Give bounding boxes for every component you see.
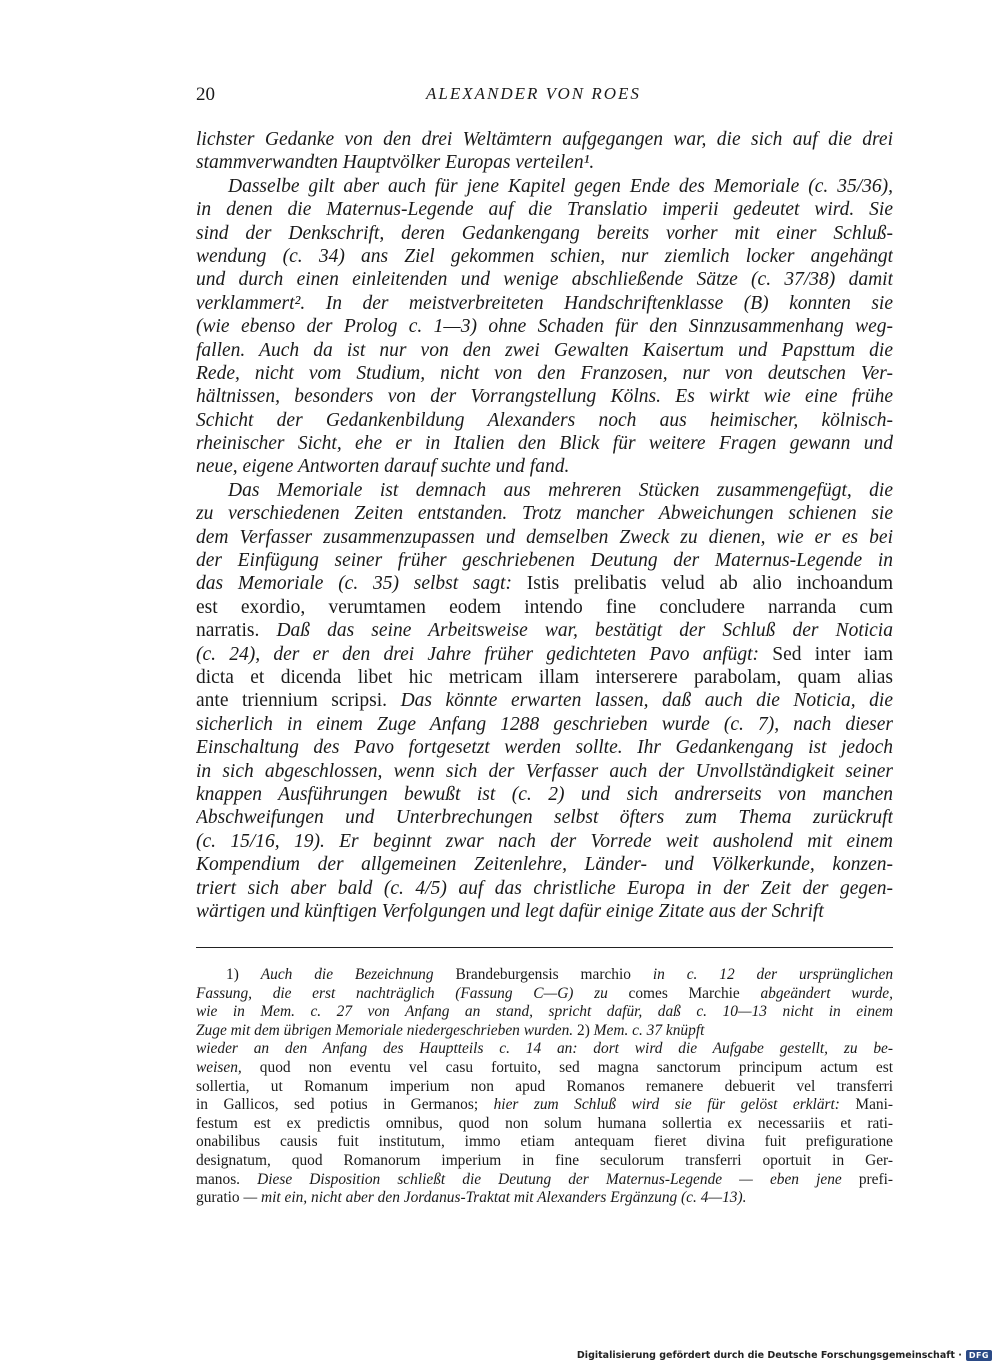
text-line [196,666,893,689]
text-segment: sicherlich in einem Zuge Anfang 1288 geschrieben wurde (c. 7), nach dieser [196,713,893,735]
text-segment: neue, eigene Antworten darauf suchte und fand. [196,456,570,478]
text-line [196,455,893,478]
body-text [196,128,893,923]
text-line [196,479,893,502]
footnote-line [196,985,893,1004]
text-segment: sollertia, ut Romanum imperium non apud Romanos remanere debuerit vel transferri [196,1077,893,1095]
dfg-logo: DFG [966,1350,992,1361]
text-line [196,736,893,759]
text-line [196,689,893,712]
text-segment: (wie ebenso der Prolog c. 1—3) ohne Schaden für den Sinnzusammenhang weg- [196,316,893,338]
text-line [196,643,893,666]
text-segment: (c. 15/16, 19). Er beginnt zwar nach der Vorrede weit ausholend mit einem [196,830,893,852]
text-segment: Mem. c. 37 knüpft [593,1021,705,1039]
text-segment: lichster Gedanke von den drei Weltämtern aufgegangen war, die sich auf die drei [196,129,893,150]
text-segment: der Einfügung seiner früher geschriebenen Deutung der Maternus-Legende in [196,550,893,572]
text-segment: fallen. Auch da ist nur von den zwei Gewalten Kaisertum und Papsttum die [196,339,893,361]
text-line [196,572,893,595]
text-line [196,292,893,315]
text-segment: Kompendium der allgemeinen Zeitenlehre, Länder- und Völkerkunde, konzen- [196,854,893,876]
footnote-line [196,1096,893,1115]
text-segment: dicta et dicenda libet hic metricam illam interserere parabolam, quam alias [196,666,893,688]
text-segment: Daß das seine Arbeitsweise war, bestätigt der Schluß der Noticia [276,620,893,642]
text-line [196,222,893,245]
text-segment: manos. [196,1170,258,1188]
text-segment: rheinischer Sicht, ehe er in Italien den Blick für weitere Fragen gewann und [196,433,893,455]
footnote-line [196,1059,893,1078]
text-segment: und durch einen einleitenden und wenige abschließende Sätze (c. 37/38) damit [196,269,893,291]
digitization-credit [577,1347,992,1363]
text-segment: in Gallicos, sed potius in Germanos; [196,1096,494,1114]
credit-text: Digitalisierung gefördert durch die Deutsche Forschungsgemeinschaft · [576,1349,962,1361]
footnote-line [196,1115,893,1134]
text-segment: 1) [226,966,261,983]
text-segment: Istis prelibatis velud ab alio inchoandum [526,573,893,595]
text-segment: abgeändert wurde, [760,984,893,1002]
text-segment: Mani- [855,1096,893,1114]
text-line [196,713,893,736]
text-line [196,783,893,806]
text-segment: sind der Denkschrift, deren Gedankengang bereits vorher mit einer Schluß- [196,222,893,244]
text-line [196,128,893,151]
text-line [196,853,893,876]
text-segment: Das Memoriale ist demnach aus mehreren Stücken zusammengefügt, die [228,479,893,501]
text-line [196,385,893,408]
text-line [196,362,893,385]
text-segment: Schicht der Gedankenbildung Alexanders noch aus heimischer, kölnisch- [196,409,893,431]
text-line [196,198,893,221]
footnotes [196,966,893,1208]
text-segment: wendung (c. 34) ans Ziel gekommen schien, nur ziemlich locker angehängt [196,245,893,267]
text-line [196,339,893,362]
text-segment: festum est ex predictis omnibus, quod non solum humana sollertia ex necessariis et rati- [196,1114,893,1132]
text-segment: verklammert². In der meistverbreiteten Handschriftenklasse (B) konnten sie [196,292,893,314]
text-line [196,830,893,853]
footnote-line [196,966,893,985]
text-line [196,432,893,455]
text-segment: Das könnte erwarten lassen, daß auch die Noticia, die [400,690,893,712]
text-segment: triert sich aber bald (c. 4/5) auf das christliche Europa in der Zeit der gegen- [196,877,893,899]
text-segment: comes Marchie [628,984,761,1002]
text-line [196,409,893,432]
footnote-line [196,1022,893,1041]
text-segment: das Memoriale (c. 35) selbst sagt: [196,573,527,595]
text-segment: Dasselbe gilt aber auch für jene Kapitel gegen Ende des Memoriale (c. 35/36), [228,175,893,197]
footnote-line [196,1152,893,1171]
text-segment: in sich abgeschlossen, wenn sich der Verfasser auch der Unvollständigkeit seiner [196,760,893,782]
text-line [196,502,893,525]
text-segment: Brandeburgensis marchio [455,966,653,983]
text-segment: quod non eventu vel casu fortuito, sed magna sanctorum principum actum est [259,1058,893,1076]
text-segment: zu verschiedenen Zeiten entstanden. Trotz mancher Abweichungen schienen sie [196,503,893,525]
footnote-line [196,1133,893,1152]
text-segment: Auch die Bezeichnung [260,966,456,983]
footnote-line [196,1189,893,1208]
text-segment: prefi- [858,1170,893,1188]
text-segment: designatum, quod Romanorum imperium in fine seculorum transferri oportuit in Ger- [196,1151,893,1169]
text-segment: Fassung, die erst nachträglich (Fassung C—G) zu [196,984,629,1002]
text-segment: Zuge mit dem übrigen Memoriale niedergeschrieben wurden. [196,1021,577,1039]
text-line [196,549,893,572]
text-line [196,619,893,642]
text-line [196,806,893,829]
footnote-separator [196,947,893,948]
text-segment: hältnissen, besonders von der Vorrangstellung Kölns. Es wirkt wie eine frühe [196,386,893,408]
text-segment: narratis. [196,620,277,642]
text-segment: Einschaltung des Pavo fortgesetzt werden sollte. Ihr Gedankengang ist jedoch [196,737,893,759]
text-segment: Sed inter iam [772,643,893,665]
text-segment: dem Verfasser zusammenzupassen und demselben Zweck zu dienen, wie er es bei [196,526,893,548]
text-segment: est exordio, verumtamen eodem intendo fine concludere narranda cum [196,596,893,618]
text-line [196,596,893,619]
text-segment: hier zum Schluß wird sie für gelöst erklärt: [493,1096,856,1114]
text-line [196,315,893,338]
text-line [196,526,893,549]
text-segment: guratio [196,1189,244,1207]
text-line [196,268,893,291]
text-segment: wie in Mem. c. 27 von Anfang an stand, spricht dafür, daß c. 10—13 nicht in einem [196,1003,893,1021]
text-segment: onabilibus causis fuit institutum, immo etiam antequam fieret divina fuit prefiguratione [196,1133,893,1151]
text-segment: stammverwandten Hauptvölker Europas verteilen¹. [196,152,595,174]
text-segment: — mit ein, nicht aber den Jordanus-Traktat mit Alexanders Ergänzung (c. 4—13). [243,1189,747,1207]
text-segment: wärtigen und künftigen Verfolgungen und legt dafür einige Zitate aus der Schrift [196,900,824,922]
text-segment: weisen, [196,1058,260,1076]
text-segment: Diese Disposition schließt die Deutung der Maternus-Legende — eben jene [257,1170,859,1188]
text-line [196,877,893,900]
text-segment: wieder an den Anfang des Hauptteils c. 14 an: dort wird die Aufgabe gestellt, zu be- [196,1040,893,1058]
text-line [196,900,893,923]
text-segment: (c. 24), der er den drei Jahre früher gedichteten Pavo anfügt: [196,643,773,665]
text-segment: knappen Ausführungen bewußt ist (c. 2) und sich andrerseits von manchen [196,783,893,805]
footnote-line [196,1040,893,1059]
text-segment: Rede, nicht vom Studium, nicht von den Franzosen, nur von deutschen Ver- [196,362,893,384]
footnote-line [196,1003,893,1022]
text-segment: in c. 12 der ursprünglichen [652,966,893,983]
text-line [196,151,893,174]
footnote-line [196,1078,893,1097]
running-head: ALEXANDER VON ROES [426,84,641,103]
text-segment: 2) [577,1021,594,1039]
text-line [196,175,893,198]
text-line [196,245,893,268]
text-segment: ante triennium scripsi. [196,690,401,712]
text-line [196,760,893,783]
page-header [196,84,893,110]
text-segment: Abschweifungen und Unterbrechungen selbst öfters zum Thema zurückruft [196,807,893,829]
text-segment: in denen die Maternus-Legende auf die Translatio imperii gedeutet wird. Sie [196,199,893,221]
footnote-line [196,1171,893,1190]
page-number: 20 [196,84,215,105]
